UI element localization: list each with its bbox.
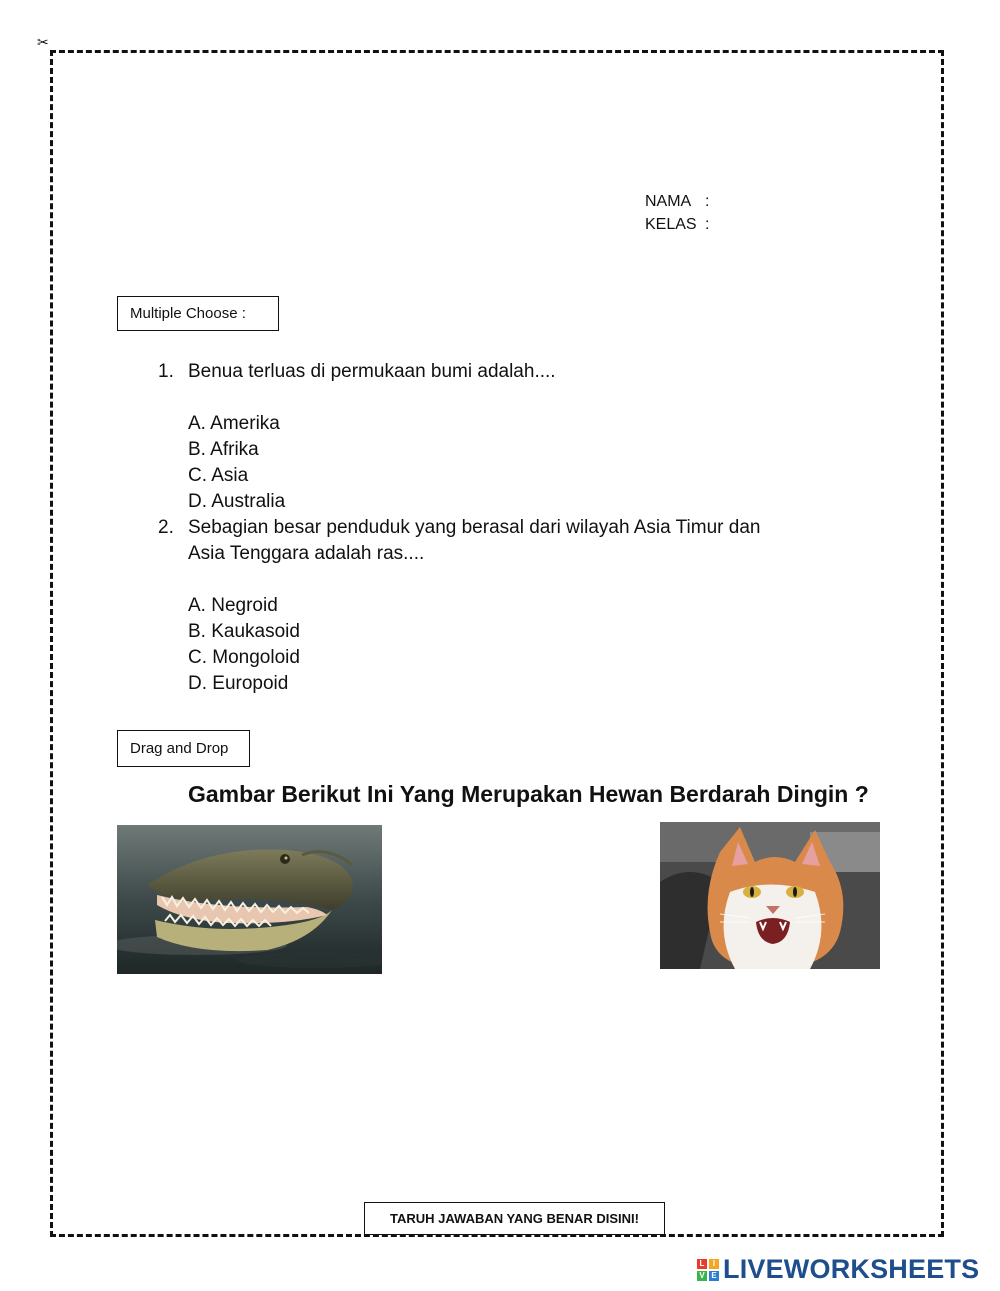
- student-id-fields: [645, 190, 715, 236]
- liveworksheets-logo: [697, 1254, 979, 1285]
- drag-drop-section-label: Drag and Drop: [117, 730, 250, 767]
- question-number: 2.: [158, 517, 174, 538]
- cat-image[interactable]: [660, 822, 880, 969]
- nama-colon: :: [705, 193, 710, 210]
- kelas-row: [645, 213, 715, 236]
- badge-letter: L: [697, 1259, 707, 1269]
- answer-option-d[interactable]: D. Australia: [188, 491, 286, 512]
- answer-option-b[interactable]: B. Afrika: [188, 439, 259, 460]
- badge-letter: E: [709, 1271, 719, 1281]
- answer-option-a[interactable]: A. Amerika: [188, 413, 280, 434]
- question-2: [158, 515, 798, 697]
- crocodile-image[interactable]: [117, 825, 382, 974]
- badge-letter: I: [709, 1259, 719, 1269]
- nama-row: [645, 190, 715, 213]
- answer-option-c[interactable]: C. Mongoloid: [188, 647, 300, 668]
- kelas-colon: :: [705, 216, 710, 233]
- question-number: 1.: [158, 361, 174, 382]
- scissors-icon: ✂: [37, 34, 49, 50]
- brand-name: LIVEWORKSHEETS: [723, 1254, 980, 1284]
- multiple-choice-section-label: Multiple Choose :: [117, 296, 279, 331]
- question-text: Sebagian besar penduduk yang berasal dari wilayah Asia Timur dan Asia Tenggara adalah ras....: [188, 517, 761, 564]
- question-1: [158, 359, 798, 515]
- answer-options: [188, 411, 798, 515]
- answer-options: [188, 593, 798, 697]
- answer-option-c[interactable]: C. Asia: [188, 465, 249, 486]
- answer-option-b[interactable]: B. Kaukasoid: [188, 621, 300, 642]
- answer-drop-zone[interactable]: TARUH JAWABAN YANG BENAR DISINI!: [364, 1202, 665, 1235]
- answer-option-a[interactable]: A. Negroid: [188, 595, 278, 616]
- badge-letter: V: [697, 1271, 707, 1281]
- kelas-label: KELAS: [645, 216, 697, 233]
- drag-drop-question: Gambar Berikut Ini Yang Merupakan Hewan Berdarah Dingin ?: [188, 781, 869, 807]
- answer-option-d[interactable]: D. Europoid: [188, 673, 289, 694]
- live-badge-icon: [697, 1259, 719, 1281]
- nama-label: NAMA: [645, 193, 692, 210]
- question-text: Benua terluas di permukaan bumi adalah....: [188, 361, 556, 382]
